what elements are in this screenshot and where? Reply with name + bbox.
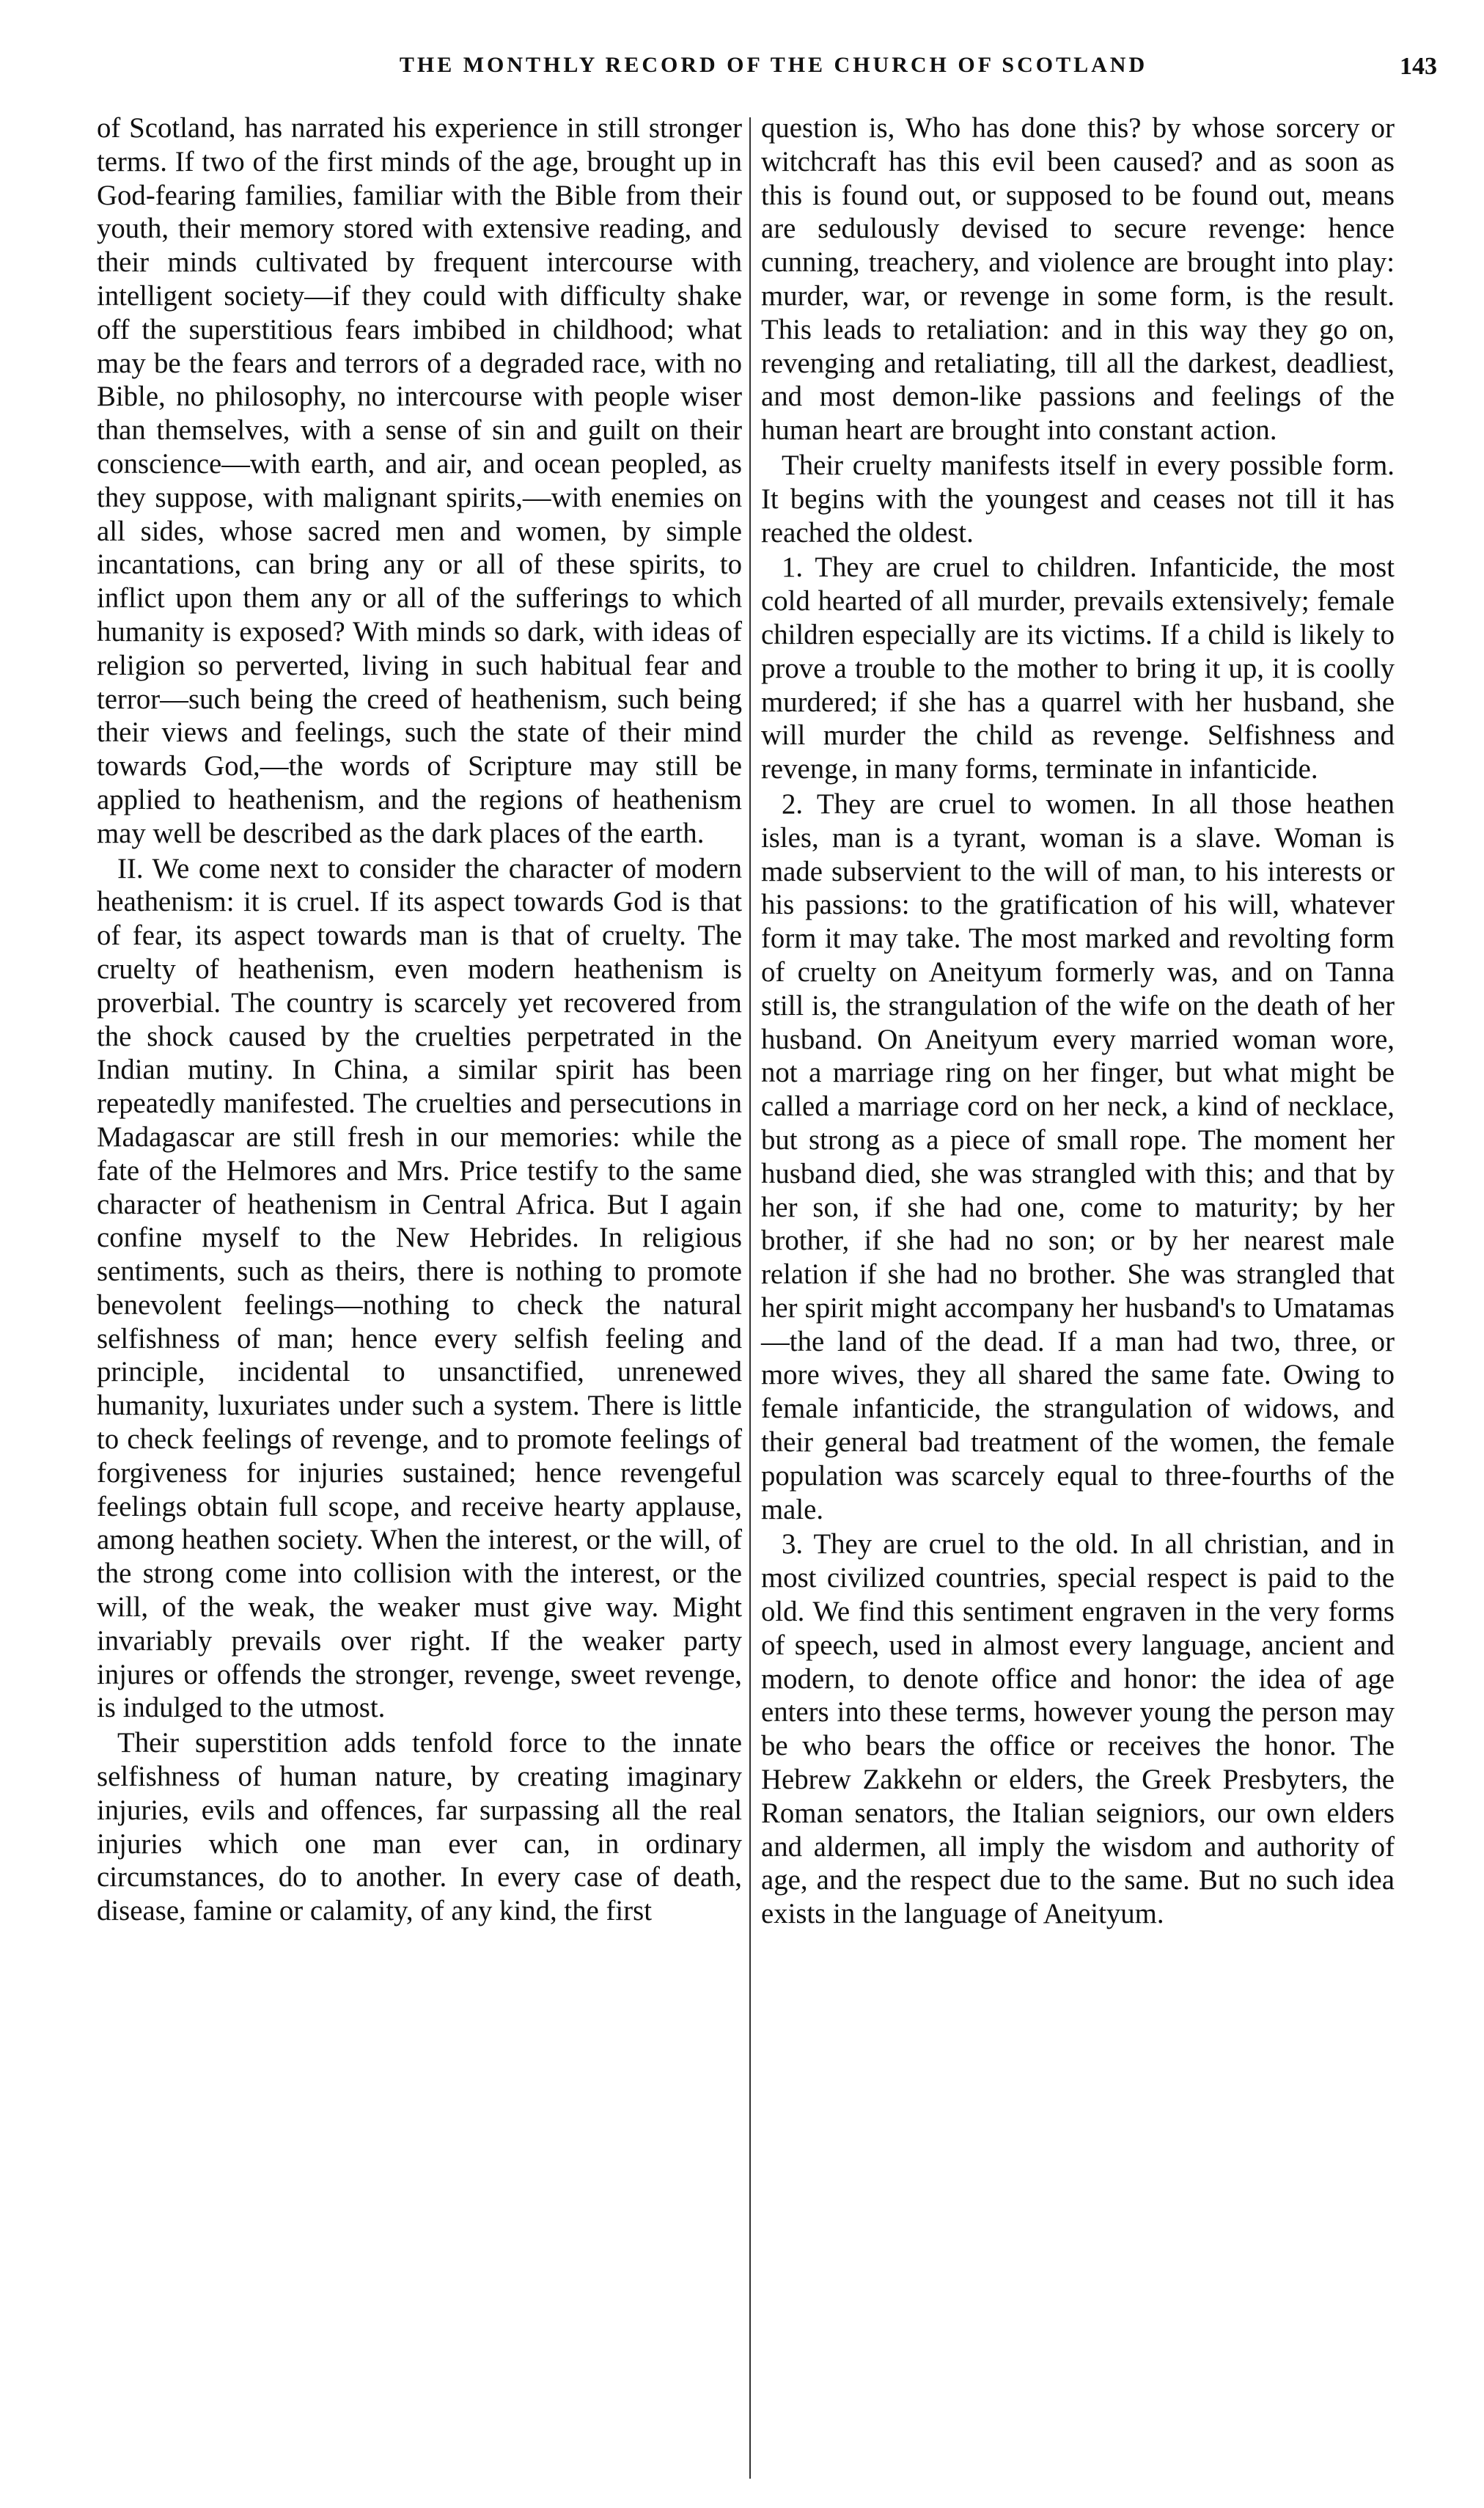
running-header [95, 53, 1459, 97]
right-paragraph-2: Their cruelty manifests itself in every possible form. It begins with the youngest and ceases not till it has reached the oldest. [761, 449, 1395, 549]
running-title: THE MONTHLY RECORD OF THE CHURCH OF SCOTLAND [399, 53, 1148, 77]
right-column [761, 111, 1395, 1931]
right-paragraph-5: 3. They are cruel to the old. In all christian, and in most civilized countries, special respect is paid to the old. We find this sentiment engraven in the very forms of speech, used in almost every language, ancient and modern, to denote office and honor: the idea of age enters into these terms, however young the person may be who bears the office or receives the honor. The Hebrew Zakkehn or elders, the Greek Presbyters, the Roman senators, the Italian seigniors, our own elders and aldermen, all imply the wisdom and authority of age, and the respect due to the same. But no such idea exists in the language of Aneityum. [761, 1528, 1395, 1930]
page-number: 143 [1400, 53, 1437, 80]
right-paragraph-3: 1. They are cruel to children. Infanticide, the most cold hearted of all murder, prevails extensively; female children especially are its victims. If a child is likely to prove a trouble to the mother to bring it up, it is coolly murdered; if she has a quarrel with her husband, she will murder the child as revenge. Selfishness and revenge, in many forms, terminate in infanticide. [761, 551, 1395, 785]
left-paragraph-3: Their superstition adds tenfold force to the innate selfishness of human nature, by creating imaginary injuries, evils and offences, far surpassing all the real injuries which one man ever can, in ordinary circumstances, do to another. In every case of death, disease, famine or calamity, of any kind, the first [97, 1727, 742, 1927]
left-paragraph-1: of Scotland, has narrated his experience in still stronger terms. If two of the first minds of the age, brought up in God-fearing families, familiar with the Bible from their youth, their memory stored with extensive reading, and their minds cultivated by frequent intercourse with intelligent society—if they could with difficulty shake off the superstitious fears imbibed in childhood; what may be the fears and terrors of a degraded race, with no Bible, no philosophy, no intercourse with people wiser than themselves, with a sense of sin and guilt on their conscience—with earth, and air, and ocean peopled, as they suppose, with malignant spirits,—with enemies on all sides, whose sacred men and women, by simple incantations, can bring any or all of these spirits, to inflict upon them any or all of the sufferings to which humanity is exposed? With minds so dark, with ideas of religion so perverted, living in such habitual fear and terror—such being the creed of heathenism, such being their views and feelings, such the state of their mind towards God,—the words of Scripture may still be applied to heathenism, and the regions of heathenism may well be described as the dark places of the earth. [97, 112, 742, 849]
left-column [97, 111, 742, 1928]
left-paragraph-2: II. We come next to consider the character of modern heathenism: it is cruel. If its aspect towards God is that of fear, its aspect towards man is that of cruelty. The cruelty of heathenism, even modern heathenism is proverbial. The country is scarcely yet recovered from the shock caused by the cruelties perpetrated in the Indian mutiny. In China, a similar spirit has been repeatedly manifested. The cruelties and persecutions in Madagascar are still fresh in our memories: while the fate of the Helmores and Mrs. Price testify to the same character of heathenism in Central Africa. But I again confine myself to the New Hebrides. In religious sentiments, such as theirs, there is nothing to promote benevolent feelings—nothing to check the natural selfishness of man; hence every selfish feeling and principle, incidental to unsanctified, unrenewed humanity, luxuriates under such a system. There is little to check feelings of revenge, and to promote feelings of forgiveness for injuries sustained; hence revengeful feelings obtain full scope, and receive hearty applause, among heathen society. When the interest, or the will, of the strong come into collision with the interest, or the will, of the weak, the weaker must give way. Might invariably prevails over right. If the weaker party injures or offends the stronger, revenge, sweet revenge, is indulged to the utmost. [97, 852, 742, 1724]
column-divider [749, 117, 751, 2479]
right-paragraph-4: 2. They are cruel to women. In all those heathen isles, man is a tyrant, woman is a slave. Woman is made subservient to the will of man, to his interests or his passions: to the gratification of his will, whatever form it may take. The most marked and revolting form of cruelty on Aneityum formerly was, and on Tanna still is, the strangulation of the wife on the death of her husband. On Aneityum every married woman wore, not a marriage ring on her finger, but what might be called a marriage cord on her neck, a kind of necklace, but strong as a piece of small rope. The moment her husband died, she was strangled with this; and that by her son, if she had one, come to maturity; by her brother, if she had no son; or by her nearest male relation if she had no brother. She was strangled that her spirit might accompany her husband's to Umatamas—the land of the dead. If a man had two, three, or more wives, they all shared the same fate. Owing to female infanticide, the strangulation of widows, and their general bad treatment of the women, the female population was scarcely equal to three-fourths of the male. [761, 788, 1395, 1525]
right-paragraph-1: question is, Who has done this? by whose sorcery or witchcraft has this evil been caused? and as soon as this is found out, or supposed to be found out, means are sedulously devised to secure revenge: hence cunning, treachery, and violence are brought into play: murder, war, or revenge in some form, is the result. This leads to retaliation: and in this way they go on, revenging and retaliating, till all the darkest, deadliest, and most demon-like passions and feelings of the human heart are brought into constant action. [761, 112, 1395, 447]
